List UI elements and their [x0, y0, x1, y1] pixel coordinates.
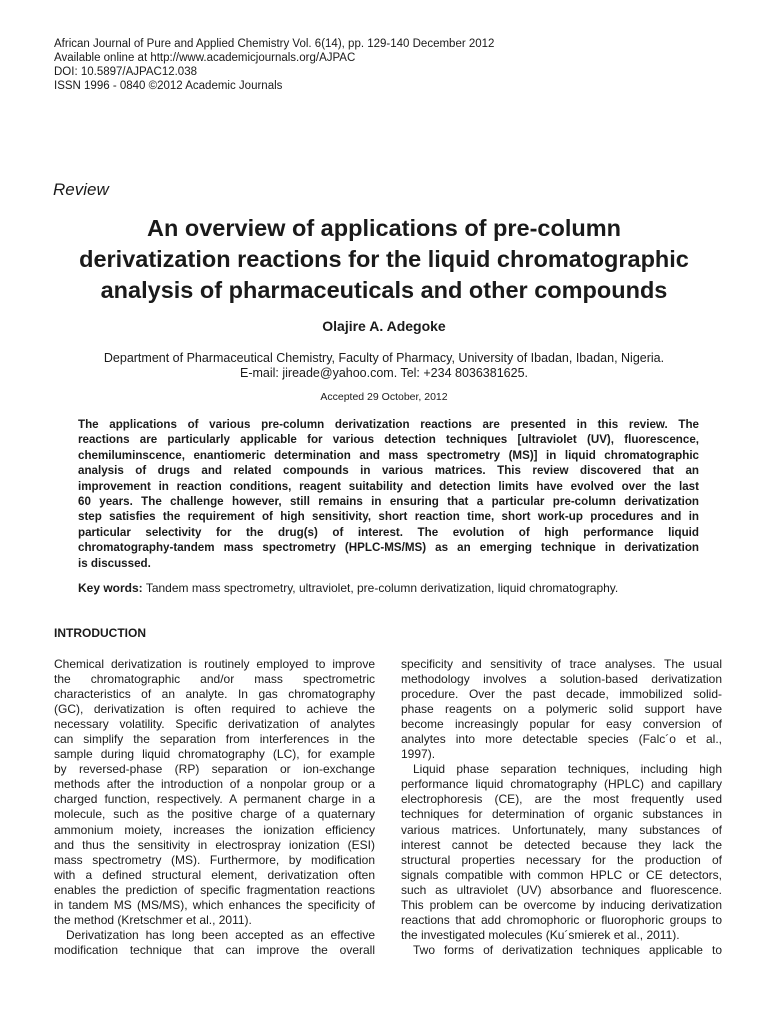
- journal-online-url: Available online at http://www.academicjournals.org/AJPAC: [54, 52, 356, 64]
- body-line: and thus the sensitivity in electrospray ionization (ESI): [54, 837, 375, 852]
- body-line: the chromatographic and/or mass spectrometric: [54, 672, 375, 687]
- affiliation: Department of Pharmaceutical Chemistry, Faculty of Pharmacy, University of Ibadan, Ibadan, Nigeria.: [103, 351, 665, 365]
- keywords-label: Key words:: [78, 581, 143, 595]
- journal-header: [54, 37, 494, 93]
- body-line: charged function, respectively. A permanent charge in a: [54, 792, 375, 807]
- abstract: [78, 417, 699, 571]
- body-line: techniques for determination of organic substances in: [401, 807, 722, 822]
- abstract-line: improvement in reaction conditions, reagent suitability and detection limits have evolved over the last: [78, 479, 699, 493]
- body-line: molecule, such as the positive charge of a quaternary: [54, 807, 375, 822]
- contact-info: E-mail: jireade@yahoo.com. Tel: +234 8036381625.: [240, 366, 528, 380]
- body-line: with a defined structural element, derivatization often: [54, 867, 375, 882]
- abstract-line: particular selectivity for the drug(s) of interest. The evolution of high performance liquid: [78, 525, 699, 539]
- paper-title: [40, 213, 728, 306]
- journal-citation: African Journal of Pure and Applied Chemistry Vol. 6(14), pp. 129-140 December 2012: [54, 38, 495, 50]
- body-line: analytes into more detectable species (Falc´o et al.,: [401, 732, 722, 747]
- body-line: phase reagents on a polymeric solid support have: [401, 702, 722, 717]
- body-line: by reversed-phase (RP) separation or ion-exchange: [54, 762, 375, 777]
- body-line: specificity and sensitivity of trace analyses. The usual: [401, 657, 722, 671]
- body-line: mass spectrometry (MS). Furthermore, by modification: [54, 852, 375, 867]
- body-line: the method (Kretschmer et al., 2011).: [54, 912, 252, 927]
- journal-doi: DOI: 10.5897/AJPAC12.038: [54, 66, 197, 78]
- body-line: Derivatization has long been accepted as an effective: [66, 927, 375, 942]
- keywords-text: Tandem mass spectrometry, ultraviolet, pre-column derivatization, liquid chromatography.: [145, 581, 619, 595]
- body-line: methods after the introduction of a nonpolar group or a: [54, 777, 375, 792]
- body-line: in tandem MS (MS/MS), which enhances the specificity of: [54, 897, 375, 912]
- introduction-heading: INTRODUCTION: [54, 626, 146, 640]
- body-line: sample during liquid chromatography (LC), for example: [54, 747, 375, 762]
- body-line: signals compatible with common HPLC or CE detectors,: [401, 867, 722, 882]
- body-line: necessary volatility. Specific derivatization of analytes: [54, 717, 375, 732]
- body-line: characteristics of an analyte. In gas chromatography: [54, 687, 375, 702]
- body-line: structural properties necessary for the production of: [401, 852, 722, 867]
- title-line: An overview of applications of pre-column: [147, 215, 621, 241]
- body-line: Chemical derivatization is routinely employed to improve: [54, 657, 375, 671]
- body-line: can simplify the separation from interferences in the: [54, 732, 375, 747]
- affiliation-block: [0, 351, 768, 381]
- right-column: [401, 657, 722, 958]
- journal-issn: ISSN 1996 - 0840 ©2012 Academic Journals: [54, 80, 283, 92]
- body-line: Two forms of derivatization techniques applicable to: [413, 942, 722, 957]
- abstract-line: is discussed.: [78, 556, 151, 570]
- body-line: interest cannot be detected because they lack the: [401, 837, 722, 852]
- body-line: various matrices. Unfortunately, many substances of: [401, 822, 722, 837]
- body-line: (GC), derivatization is often required to achieve the: [54, 702, 375, 717]
- abstract-line: The applications of various pre-column derivatization reactions are presented in this review. The: [78, 418, 699, 431]
- left-column: [54, 657, 375, 958]
- abstract-line: 60 years. The challenge however, still remains in ensuring that a particular pre-column derivatization: [78, 495, 699, 509]
- section-label: Review: [53, 180, 109, 199]
- keywords: [78, 581, 618, 595]
- body-line: procedure. Over the past decade, immobilized solid-: [401, 687, 722, 702]
- body-line: This problem can be overcome by inducing derivatization: [401, 897, 722, 912]
- body-line: 1997).: [401, 747, 436, 762]
- abstract-line: analysis of drugs and related compounds in various matrices. This review discovered that an: [78, 464, 699, 478]
- title-line: derivatization reactions for the liquid chromatographic: [79, 246, 689, 272]
- abstract-line: reactions are particularly applicable for various detection techniques [ultraviolet (UV), fluorescence,: [78, 433, 699, 447]
- title-line: analysis of pharmaceuticals and other compounds: [100, 277, 668, 303]
- body-line: such as ultraviolet (UV) absorbance and fluorescence.: [401, 882, 722, 897]
- body-line: enables the prediction of specific fragmentation reactions: [54, 882, 375, 897]
- body-line: the investigated molecules (Ku´smierek et al., 2011).: [401, 927, 680, 942]
- abstract-line: chromatography-tandem mass spectrometry (HPLC-MS/MS) as an emerging technique in derivatization: [78, 541, 699, 555]
- abstract-line: chemiluminscence, enantiomeric determination and mass spectrometry (MS)] in liquid chromatographic: [78, 448, 699, 462]
- body-line: become increasingly popular for easy conversion of: [401, 717, 722, 732]
- author-name: Olajire A. Adegoke: [322, 318, 446, 334]
- abstract-line: step satisfies the requirement of high sensitivity, short reaction time, short work-up procedures and in: [78, 510, 699, 524]
- body-line: electrophoresis (CE), are the most frequently used: [401, 792, 722, 807]
- body-line: reactions that add chromophoric or fluorophoric groups to: [401, 912, 722, 927]
- body-line: Liquid phase separation techniques, including high: [413, 762, 722, 777]
- body-line: methodology involves a solution-based derivatization: [401, 672, 722, 687]
- body-line: performance liquid chromatography (HPLC) and capillary: [401, 777, 722, 792]
- body-line: modification technique that can improve the overall: [54, 942, 375, 957]
- accepted-date: Accepted 29 October, 2012: [320, 391, 448, 403]
- body-line: ammonium moiety, increases the ionization efficiency: [54, 822, 375, 837]
